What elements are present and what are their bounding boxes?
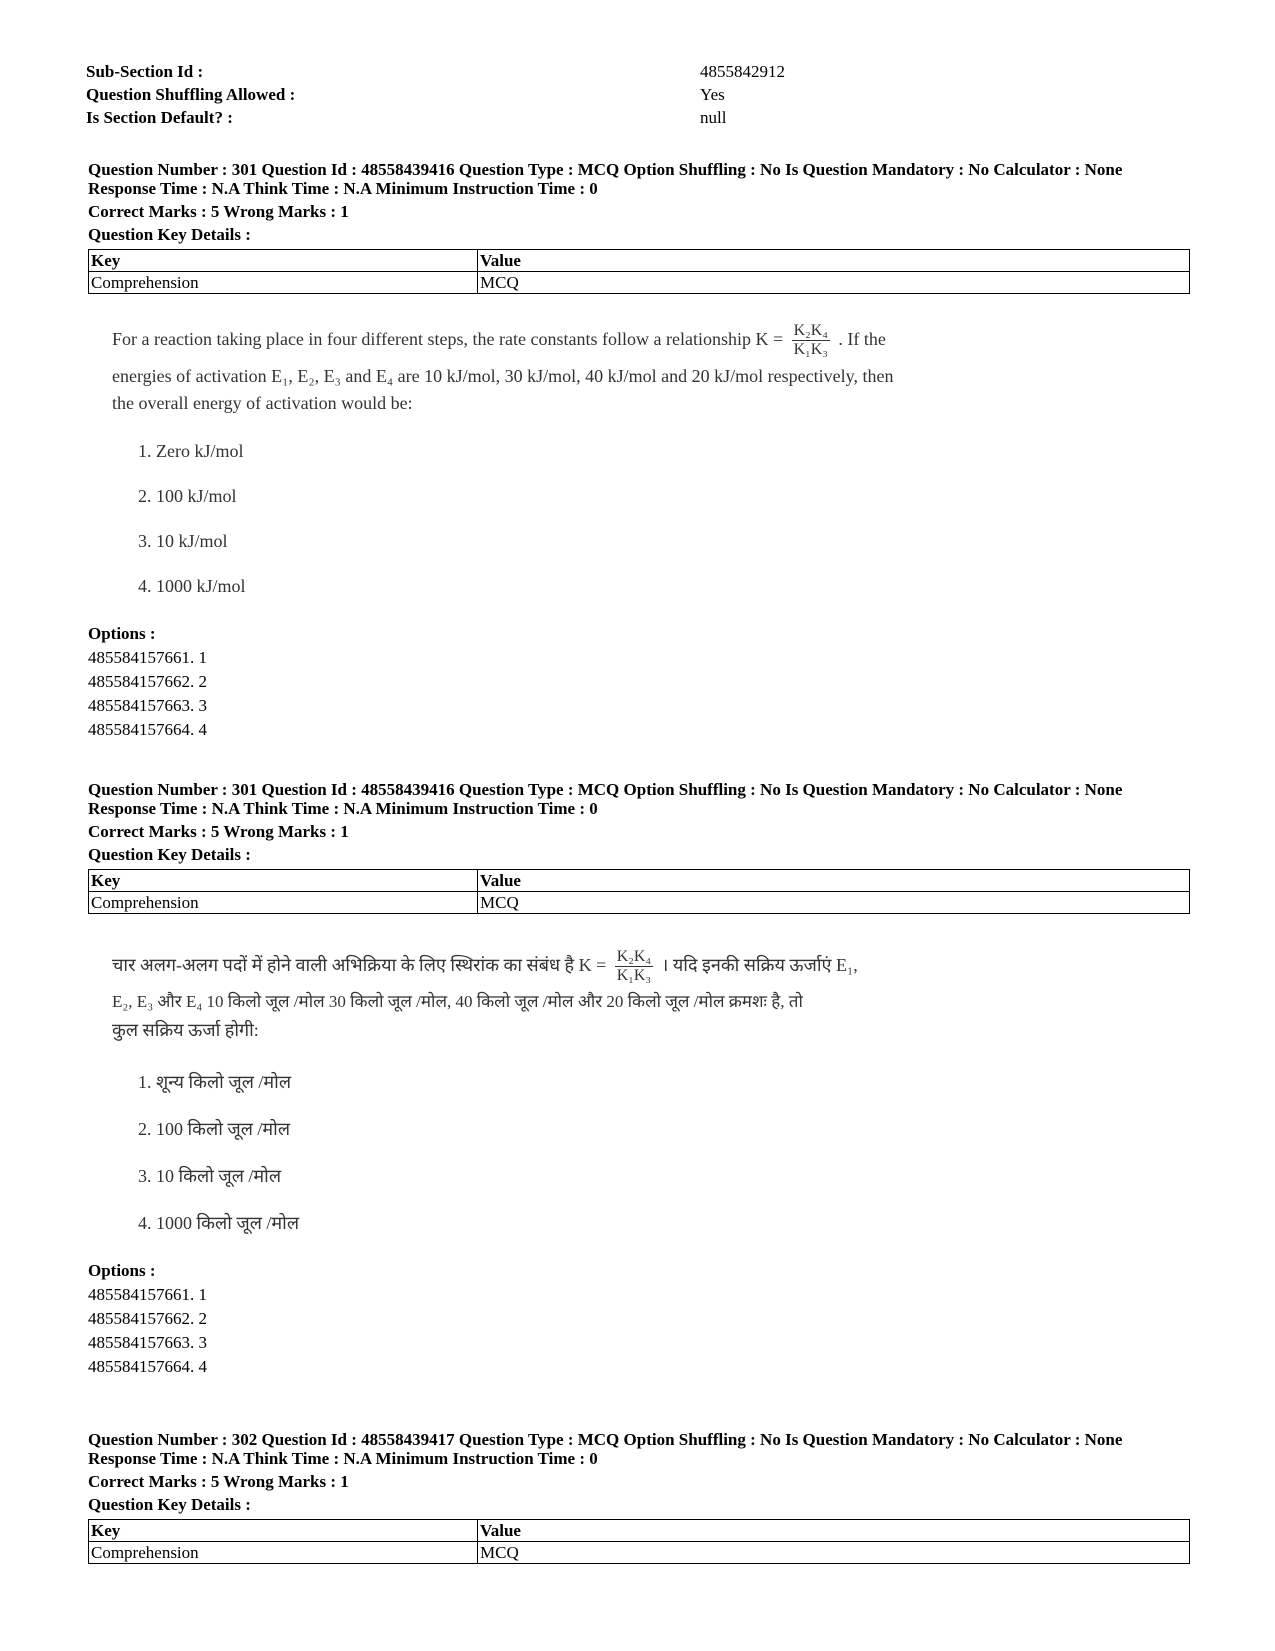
question-header: Question Number : 302 Question Id : 48558439417 Question Type : MCQ Option Shuffling : No Is Question Mandatory : No Calculator : None (88, 1430, 1123, 1449)
answer-choice: 2. 100 kJ/mol (138, 486, 237, 507)
marks-line: Correct Marks : 5 Wrong Marks : 1 (88, 1472, 349, 1491)
meta-key: Is Section Default? : (86, 108, 233, 127)
question-block (88, 780, 1190, 914)
stem-text: the overall energy of activation would be: (112, 393, 413, 414)
key-details-table (88, 869, 1190, 914)
key-details-table (88, 249, 1190, 294)
option-item: 485584157664. 4 (88, 720, 207, 739)
response-time-line: Response Time : N.A Think Time : N.A Minimum Instruction Time : 0 (88, 799, 598, 818)
answer-choice: 2. 100 किलो जूल /मोल (138, 1119, 291, 1140)
question-image-hindi (112, 948, 992, 1247)
question-header: Question Number : 301 Question Id : 48558439416 Question Type : MCQ Option Shuffling : No Is Question Mandatory : No Calculator : None (88, 780, 1123, 799)
meta-row (86, 60, 826, 83)
option-item: 485584157661. 1 (88, 648, 207, 667)
question-block (88, 1430, 1190, 1564)
options-title: Options : (88, 1261, 156, 1280)
meta-value: null (700, 108, 727, 127)
stem-text: कुल सक्रिय ऊर्जा होगी: (112, 1020, 259, 1041)
answer-choice: 3. 10 किलो जूल /मोल (138, 1166, 282, 1187)
options-title: Options : (88, 624, 156, 643)
fraction-numerator: K₂K₄ (616, 948, 652, 966)
table-cell: MCQ (478, 1542, 1190, 1564)
stem-text: . If the (838, 329, 886, 349)
question-block (88, 160, 1190, 294)
rate-constant-fraction (792, 322, 830, 359)
answer-choice: 4. 1000 किलो जूल /मोल (138, 1213, 300, 1234)
table-header-cell: Value (478, 250, 1190, 272)
table-cell: MCQ (478, 272, 1190, 294)
meta-row (86, 106, 826, 129)
stem-text: । यदि इनकी सक्रिय ऊर्जाएं E₁, (661, 955, 858, 975)
stem-text: For a reaction taking place in four different steps, the rate constants follow a relationship K = (112, 329, 784, 349)
fraction-denominator: K₁K₃ (616, 967, 652, 985)
key-details-label: Question Key Details : (88, 1495, 251, 1514)
options-list (88, 622, 207, 742)
table-header-row (89, 1520, 1190, 1542)
answer-choice: 4. 1000 kJ/mol (138, 576, 246, 597)
marks-line: Correct Marks : 5 Wrong Marks : 1 (88, 202, 349, 221)
option-item: 485584157661. 1 (88, 1285, 207, 1304)
response-time-line: Response Time : N.A Think Time : N.A Minimum Instruction Time : 0 (88, 179, 598, 198)
answer-choice: 3. 10 kJ/mol (138, 531, 228, 552)
stem-text: चार अलग-अलग पदों में होने वाली अभिक्रिया के लिए स्थिरांक का संबंध है K = (112, 955, 607, 975)
answer-choice: 1. शून्य किलो जूल /मोल (138, 1072, 292, 1093)
section-meta (86, 60, 826, 129)
table-header-cell: Value (478, 870, 1190, 892)
answer-choices (138, 1059, 992, 1247)
option-item: 485584157662. 2 (88, 1309, 207, 1328)
stem-text: E₂, E₃ और E₄ 10 किलो जूल /मोल 30 किलो जूल /मोल, 40 किलो जूल /मोल और 20 किलो जूल /मोल क्रमशः है, तो (112, 992, 803, 1012)
meta-key: Sub-Section Id : (86, 62, 204, 81)
table-header-row (89, 870, 1190, 892)
table-cell: Comprehension (89, 892, 478, 914)
stem-text: energies of activation E₁, E₂, E₃ and E₄ are 10 kJ/mol, 30 kJ/mol, 40 kJ/mol and 20 kJ/mol respectively, then (112, 366, 894, 387)
fraction-denominator: K₁K₃ (793, 341, 828, 359)
table-cell: Comprehension (89, 272, 478, 294)
question-image-english (112, 322, 992, 609)
meta-value: Yes (700, 85, 725, 104)
table-row (89, 892, 1190, 914)
key-details-label: Question Key Details : (88, 225, 251, 244)
table-header-cell: Key (89, 250, 478, 272)
table-cell: MCQ (478, 892, 1190, 914)
option-item: 485584157663. 3 (88, 696, 207, 715)
table-header-cell: Key (89, 1520, 478, 1542)
meta-value: 4855842912 (700, 62, 785, 81)
table-cell: Comprehension (89, 1542, 478, 1564)
option-item: 485584157662. 2 (88, 672, 207, 691)
option-item: 485584157663. 3 (88, 1333, 207, 1352)
key-details-label: Question Key Details : (88, 845, 251, 864)
table-header-cell: Value (478, 1520, 1190, 1542)
table-header-cell: Key (89, 870, 478, 892)
question-stem (112, 948, 992, 985)
answer-choice: 1. Zero kJ/mol (138, 441, 244, 462)
option-item: 485584157664. 4 (88, 1357, 207, 1376)
question-header: Question Number : 301 Question Id : 48558439416 Question Type : MCQ Option Shuffling : No Is Question Mandatory : No Calculator : None (88, 160, 1123, 179)
response-time-line: Response Time : N.A Think Time : N.A Minimum Instruction Time : 0 (88, 1449, 598, 1468)
marks-line: Correct Marks : 5 Wrong Marks : 1 (88, 822, 349, 841)
rate-constant-fraction (615, 948, 653, 985)
table-row (89, 1542, 1190, 1564)
table-header-row (89, 250, 1190, 272)
options-list (88, 1259, 207, 1379)
question-stem (112, 322, 992, 359)
meta-key: Question Shuffling Allowed : (86, 85, 296, 104)
meta-row (86, 83, 826, 106)
fraction-numerator: K₂K₄ (793, 322, 828, 340)
answer-choices (138, 429, 992, 609)
key-details-table (88, 1519, 1190, 1564)
table-row (89, 272, 1190, 294)
